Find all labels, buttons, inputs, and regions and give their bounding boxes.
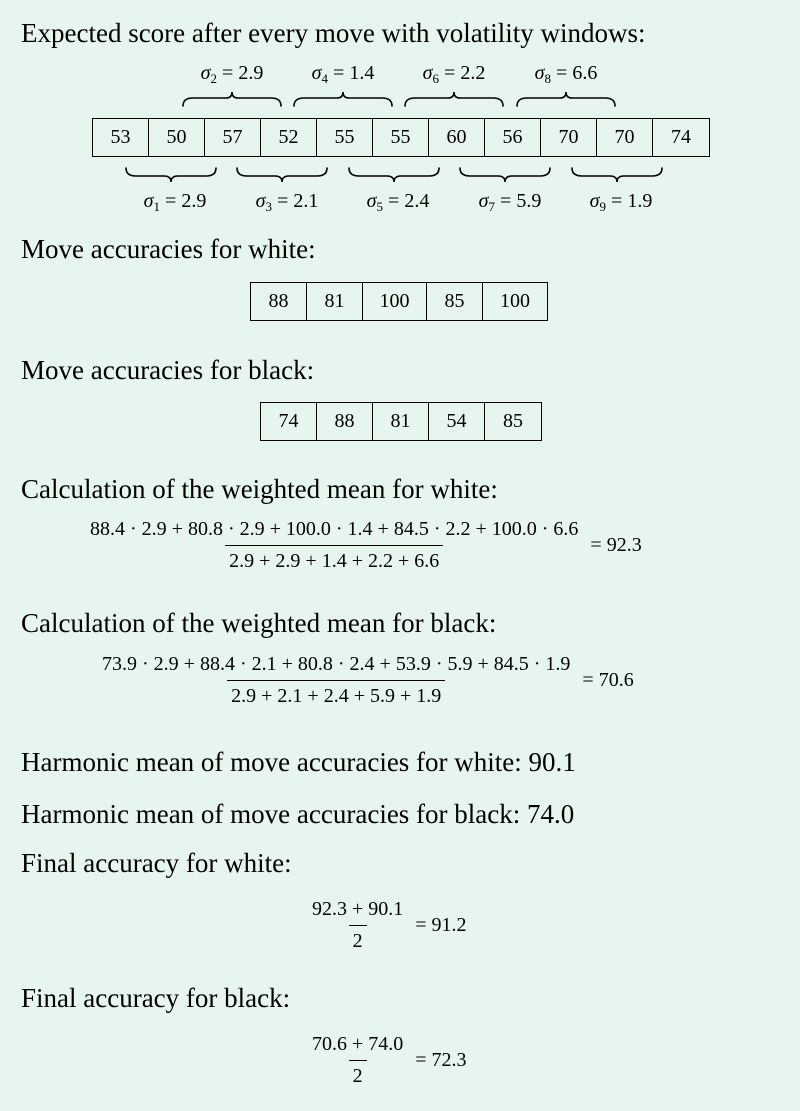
sigma-4-label: $\sigma_4 = 1.4$ — [311, 62, 375, 86]
black-accuracy-cell: 54 — [429, 403, 485, 440]
white-accuracy-cell: 100 — [363, 283, 427, 320]
sigma-9-label: $\sigma_9 = 1.9$ — [589, 190, 653, 214]
final-white-numerator: 92.3 + 90.1 — [312, 898, 404, 920]
white-accuracy-boxes — [250, 282, 548, 321]
sigma-2-label: $\sigma_2 = 2.9$ — [200, 62, 264, 86]
weighted-black-heading: Calculation of the weighted mean for black: — [21, 608, 497, 638]
top-brace-6 — [405, 92, 503, 106]
black-accuracy-cell: 81 — [373, 403, 429, 440]
score-cell: 70 — [541, 119, 597, 156]
score-cell: 57 — [205, 119, 261, 156]
score-cell: 60 — [429, 119, 485, 156]
score-cell: 55 — [373, 119, 429, 156]
score-cell: 55 — [317, 119, 373, 156]
weighted-white-heading: Calculation of the weighted mean for white: — [21, 474, 498, 504]
final-black-denominator: 2 — [349, 1060, 367, 1088]
weighted-black-formula — [98, 653, 634, 708]
weighted-black-result: = 70.6 — [582, 669, 634, 691]
black-accuracy-cell: 88 — [317, 403, 373, 440]
final-white-result: = 91.2 — [415, 914, 467, 936]
sigma-1-label: $\sigma_1 = 2.9$ — [143, 190, 207, 214]
harmonic-black: Harmonic mean of move accuracies for black: 74.0 — [21, 799, 575, 829]
white-accuracy-cell: 85 — [427, 283, 483, 320]
weighted-white-numerator: 88.4 · 2.9 + 80.8 · 2.9 + 100.0 · 1.4 + 84.5 · 2.2 + 100.0 · 6.6 — [90, 518, 579, 540]
score-cell: 52 — [261, 119, 317, 156]
top-brace-4 — [294, 92, 392, 106]
final-black-formula — [308, 1033, 467, 1088]
black-accuracies-heading: Move accuracies for black: — [21, 355, 315, 385]
weighted-black-denominator: 2.9 + 2.1 + 2.4 + 5.9 + 1.9 — [227, 680, 445, 708]
weighted-white-denominator: 2.9 + 2.9 + 1.4 + 2.2 + 6.6 — [225, 545, 443, 573]
white-accuracies-heading: Move accuracies for white: — [21, 234, 316, 264]
score-cell: 56 — [485, 119, 541, 156]
final-black-heading: Final accuracy for black: — [21, 983, 291, 1013]
score-cell: 53 — [93, 119, 149, 156]
bottom-brace-9 — [572, 168, 662, 182]
sigma-3-label: $\sigma_3 = 2.1$ — [255, 190, 319, 214]
bottom-brace-7 — [460, 168, 550, 182]
expected-score-boxes — [92, 118, 710, 157]
weighted-white-formula — [86, 518, 642, 573]
bottom-brace-3 — [237, 168, 327, 182]
final-white-denominator: 2 — [349, 925, 367, 953]
harmonic-white: Harmonic mean of move accuracies for white: 90.1 — [21, 747, 576, 777]
bottom-brace-1 — [126, 168, 216, 182]
sigma-8-label: $\sigma_8 = 6.6$ — [534, 62, 598, 86]
final-white-formula — [308, 898, 467, 953]
top-brace-2 — [183, 92, 281, 106]
top-brace-8 — [517, 92, 615, 106]
black-accuracy-boxes — [260, 402, 542, 441]
final-black-numerator: 70.6 + 74.0 — [312, 1033, 404, 1055]
final-white-heading: Final accuracy for white: — [21, 848, 292, 878]
sigma-7-label: $\sigma_7 = 5.9$ — [478, 190, 542, 214]
bottom-brace-5 — [349, 168, 439, 182]
black-accuracy-cell: 85 — [503, 410, 523, 432]
white-accuracy-cell: 88 — [251, 283, 307, 320]
final-black-result: = 72.3 — [415, 1049, 467, 1071]
sigma-5-label: $\sigma_5 = 2.4$ — [366, 190, 430, 214]
white-accuracy-cell: 100 — [500, 290, 530, 312]
score-cell: 70 — [597, 119, 653, 156]
white-accuracy-cell: 81 — [307, 283, 363, 320]
sigma-6-label: $\sigma_6 = 2.2$ — [422, 62, 486, 86]
black-accuracy-cell: 74 — [261, 403, 317, 440]
weighted-black-numerator: 73.9 · 2.9 + 88.4 · 2.1 + 80.8 · 2.4 + 53.9 · 5.9 + 84.5 · 1.9 — [102, 653, 571, 675]
expected-score-heading: Expected score after every move with volatility windows: — [21, 18, 646, 48]
score-cell: 74 — [671, 126, 691, 148]
score-cell: 50 — [149, 119, 205, 156]
weighted-white-result: = 92.3 — [590, 534, 642, 556]
